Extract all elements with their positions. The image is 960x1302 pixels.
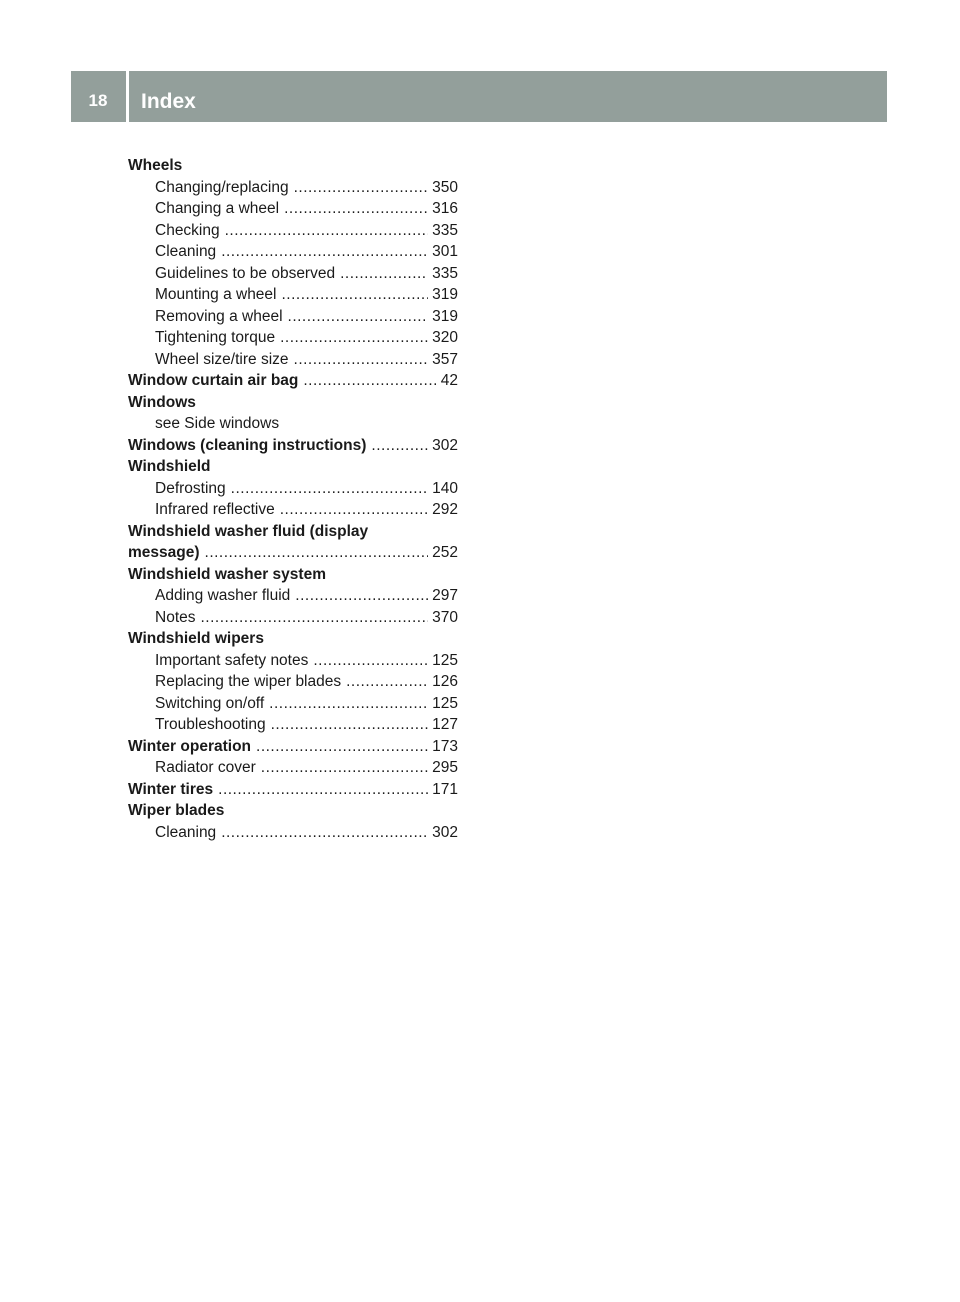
entry-page-number[interactable]: 125 [432,651,458,669]
dot-leader [205,542,429,564]
dot-leader [225,220,429,242]
dot-leader [280,327,428,349]
index-entry [128,370,458,392]
entry-page-number[interactable]: 335 [432,264,458,282]
index-subentry [128,650,458,672]
entry-label: Cleaning [155,823,217,841]
dot-leader [371,435,428,457]
index-entry [128,521,458,543]
entry-label: Checking [155,221,220,239]
index-subentry [128,306,458,328]
index-subentry [128,241,458,263]
entry-label: Removing a wheel [155,307,283,325]
entry-label: Infrared reflective [155,501,275,518]
entry-page-number[interactable]: 140 [432,479,458,497]
index-subentry [128,284,458,306]
dot-leader [284,198,428,220]
index-subentry [128,499,458,521]
page-number: 18 [88,90,108,110]
entry-label: Windshield washer fluid (display [128,522,369,540]
dot-leader [294,349,429,371]
entry-page-number[interactable]: 127 [432,716,458,733]
index-subentry [128,671,458,693]
index-entry [128,542,458,564]
index-entry [128,564,458,586]
entry-label: see Side windows [155,415,280,432]
entry-label: Windshield washer system [128,565,326,583]
index-subentry [128,585,458,607]
index-list [128,155,458,843]
dot-leader [221,822,428,844]
entry-page-number[interactable]: 295 [432,759,458,776]
entry-page-number[interactable]: 301 [432,243,458,260]
entry-label: Mounting a wheel [155,286,277,303]
entry-label: Wheel size/tire size [155,350,289,368]
entry-label: Wiper blades [128,802,225,819]
dot-leader [256,736,428,758]
index-subentry [128,327,458,349]
dot-leader [201,607,429,629]
index-subentry [128,822,458,844]
dot-leader [269,693,428,715]
entry-label: Defrosting [155,479,226,497]
entry-label: Troubleshooting [155,716,266,733]
index-subentry [128,714,458,736]
dot-leader [221,241,428,263]
entry-label: Wheels [128,157,183,174]
dot-leader [313,650,428,672]
entry-page-number[interactable]: 302 [432,823,458,841]
index-subentry [128,349,458,371]
entry-label: Guidelines to be observed [155,264,336,282]
index-subentry [128,413,458,435]
dot-leader [261,757,428,779]
entry-label: Replacing the wiper blades [155,673,342,690]
entry-page-number[interactable]: 335 [432,221,458,239]
entry-label: Notes [155,608,196,626]
dot-leader [303,370,436,392]
index-entry [128,779,458,801]
entry-page-number[interactable]: 252 [432,544,458,561]
entry-page-number[interactable]: 302 [432,436,458,454]
dot-leader [282,284,429,306]
header-divider [126,71,129,122]
index-entry [128,456,458,478]
entry-label: Radiator cover [155,759,256,776]
entry-label: Tightening torque [155,329,276,346]
entry-label: Winter tires [128,780,214,798]
entry-label: Adding washer fluid [155,587,291,604]
dot-leader [295,585,428,607]
index-entry [128,155,458,177]
index-subentry [128,177,458,199]
index-subentry [128,693,458,715]
entry-label: Cleaning [155,243,217,260]
index-entry [128,736,458,758]
index-subentry [128,198,458,220]
entry-page-number[interactable]: 357 [432,350,458,368]
entry-label: Winter operation [128,737,252,755]
index-subentry [128,263,458,285]
entry-label: Changing a wheel [155,200,280,217]
entry-page-number[interactable]: 173 [432,737,458,755]
entry-label: Switching on/off [155,694,265,712]
dot-leader [294,177,429,199]
index-entry [128,392,458,414]
entry-label: Windows (cleaning instructions) [128,436,367,454]
index-subentry [128,220,458,242]
entry-page-number[interactable]: 292 [432,501,458,518]
dot-leader [288,306,429,328]
entry-page-number[interactable]: 350 [432,178,458,196]
dot-leader [346,671,428,693]
entry-label: Changing/replacing [155,178,289,196]
entry-page-number[interactable]: 320 [432,329,458,346]
index-subentry [128,757,458,779]
index-entry [128,800,458,822]
entry-page-number[interactable]: 125 [432,694,458,712]
entry-page-number[interactable]: 42 [440,372,458,389]
section-title: Index [141,90,196,113]
entry-page-number[interactable]: 319 [432,286,458,303]
index-entry [128,628,458,650]
index-entry [128,435,458,457]
entry-page-number[interactable]: 370 [432,608,458,626]
entry-page-number[interactable]: 319 [432,307,458,325]
dot-leader [231,478,428,500]
entry-label: Windshield [128,458,211,475]
dot-leader [340,263,428,285]
entry-label: Windows [128,393,196,411]
dot-leader [218,779,428,801]
entry-page-number[interactable]: 126 [432,673,458,690]
dot-leader [271,714,429,736]
entry-label: Windshield wipers [128,630,264,647]
dot-leader [280,499,428,521]
entry-page-number[interactable]: 316 [432,200,458,217]
entry-label: message) [128,544,200,561]
entry-label: Important safety notes [155,651,309,669]
index-subentry [128,607,458,629]
entry-page-number[interactable]: 297 [432,587,458,604]
entry-page-number[interactable]: 171 [432,780,458,798]
entry-label: Window curtain air bag [128,372,299,389]
index-subentry [128,478,458,500]
